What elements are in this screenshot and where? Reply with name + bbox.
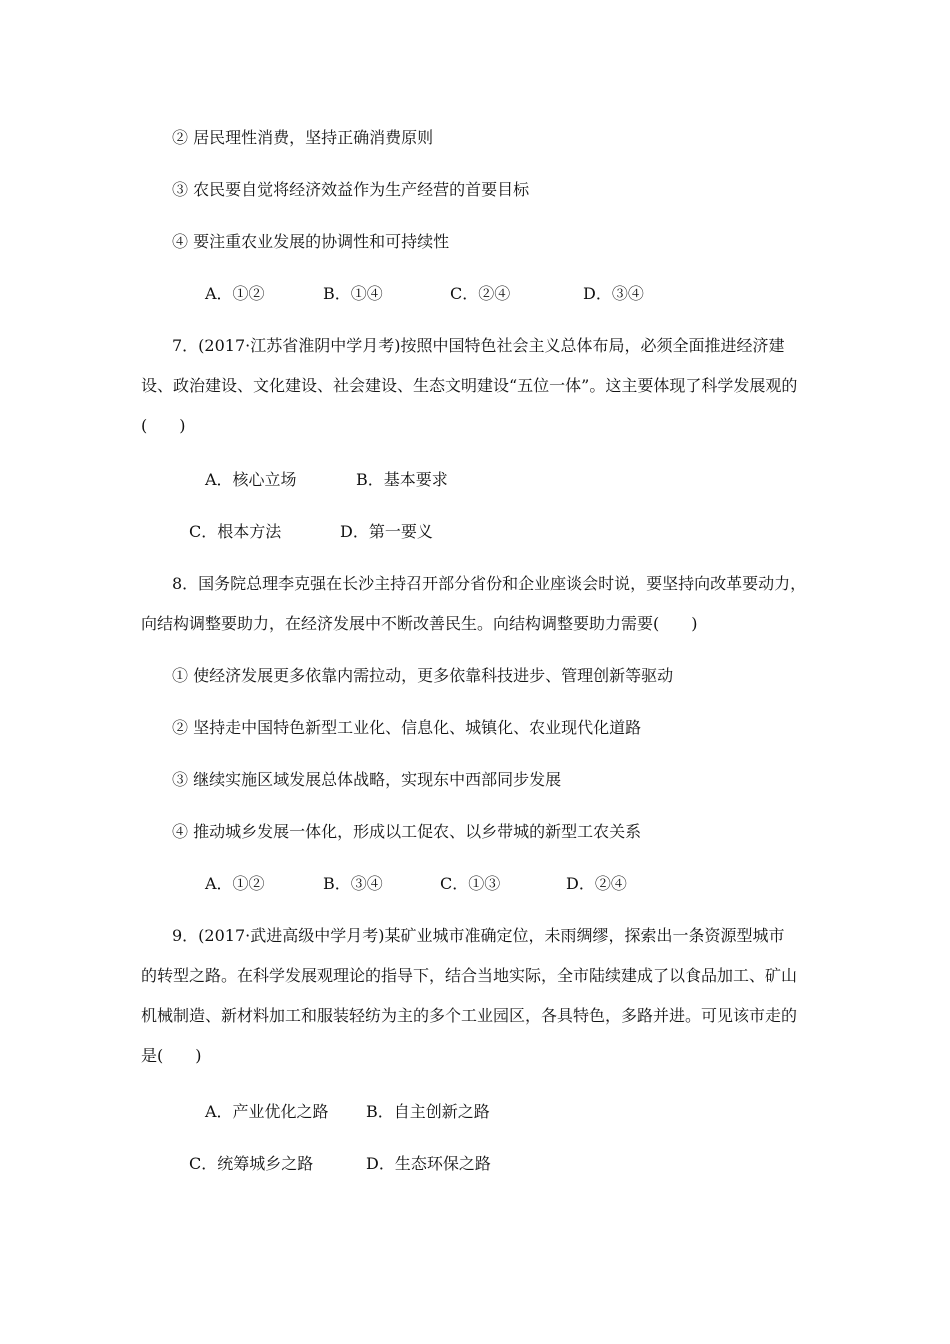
q6-item-2: ② 居民理性消费，坚持正确消费原则 — [172, 128, 434, 147]
q6-option-a: A．①② — [205, 284, 265, 303]
q9-stem-line-3: 机械制造、新材料加工和服装轻纺为主的多个工业园区，各具特色，多路并进。可见该市走的 — [141, 1006, 798, 1025]
q9-option-d: D．生态环保之路 — [366, 1154, 491, 1173]
q6-option-d: D．③④ — [583, 284, 644, 303]
q7-option-a: A．核心立场 — [205, 470, 297, 489]
q8-option-b: B．③④ — [323, 874, 383, 893]
q9-option-a: A．产业优化之路 — [205, 1102, 329, 1121]
q8-option-c: C．①③ — [440, 874, 501, 893]
q8-item-3: ③ 继续实施区域发展总体战略，实现东中西部同步发展 — [172, 770, 562, 789]
q8-item-4: ④ 推动城乡发展一体化，形成以工促农、以乡带城的新型工农关系 — [172, 822, 642, 841]
q6-item-4: ④ 要注重农业发展的协调性和可持续性 — [172, 232, 450, 251]
q7-option-b: B．基本要求 — [356, 470, 448, 489]
q6-item-3: ③ 农民要自觉将经济效益作为生产经营的首要目标 — [172, 180, 530, 199]
q9-stem-line-4: 是( ) — [141, 1046, 202, 1065]
q9-option-b: B．自主创新之路 — [366, 1102, 490, 1121]
q9-stem-line-1: 9．(2017·武进高级中学月考)某矿业城市准确定位，未雨绸缪，探索出一条资源型城市 — [172, 926, 785, 945]
q8-stem-line-1: 8．国务院总理李克强在长沙主持召开部分省份和企业座谈会时说，要坚持向改革要动力， — [172, 574, 807, 593]
q8-option-d: D．②④ — [566, 874, 627, 893]
q6-option-c: C．②④ — [450, 284, 511, 303]
q8-item-1: ① 使经济发展更多依靠内需拉动，更多依靠科技进步、管理创新等驱动 — [172, 666, 674, 685]
q7-stem-line-2: 设、政治建设、文化建设、社会建设、生态文明建设“五位一体”。这主要体现了科学发展观的 — [141, 376, 798, 395]
q8-option-a: A．①② — [205, 874, 265, 893]
q7-option-c: C．根本方法 — [189, 522, 282, 541]
q7-stem-line-1: 7．(2017·江苏省淮阴中学月考)按照中国特色社会主义总体布局，必须全面推进经济建 — [172, 336, 785, 355]
q9-stem-line-2: 的转型之路。在科学发展观理论的指导下，结合当地实际，全市陆续建成了以食品加工、矿山 — [141, 966, 798, 985]
q8-item-2: ② 坚持走中国特色新型工业化、信息化、城镇化、农业现代化道路 — [172, 718, 642, 737]
q6-option-b: B．①④ — [323, 284, 383, 303]
q9-option-c: C．统筹城乡之路 — [189, 1154, 314, 1173]
q7-stem-line-3: ( ) — [141, 416, 186, 435]
q7-option-d: D．第一要义 — [340, 522, 433, 541]
q8-stem-line-2: 向结构调整要助力，在经济发展中不断改善民生。向结构调整要助力需要( ) — [141, 614, 698, 633]
